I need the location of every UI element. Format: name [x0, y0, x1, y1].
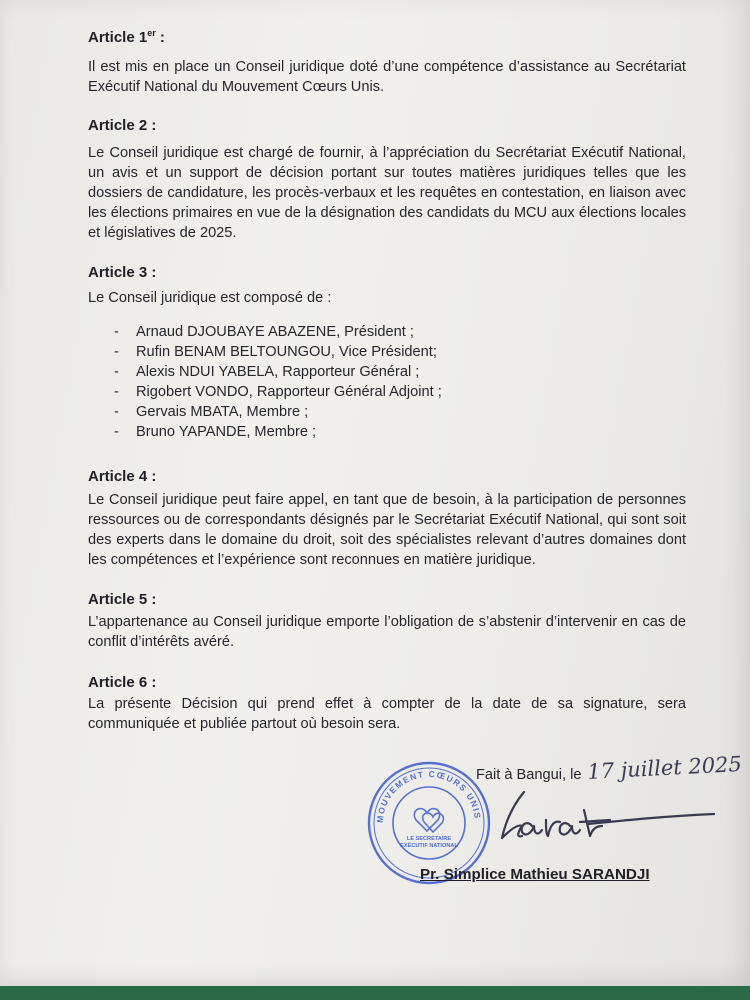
article-3-body: Le Conseil juridique est composé de : — [88, 290, 332, 306]
council-members-list — [114, 322, 442, 442]
article-1-title-colon: : — [155, 29, 165, 46]
member-item: - Bruno YAPANDE, Membre ; — [114, 422, 442, 442]
article-5-title: Article 5 : — [88, 591, 157, 608]
handwritten-date: 17 juillet 2025 — [586, 751, 742, 784]
article-2-title: Article 2 : — [88, 117, 157, 134]
article-1-title-superscript: er — [147, 28, 156, 38]
signatory-name: Pr. Simplice Mathieu SARANDJI — [420, 866, 650, 883]
member-item: - Rigobert VONDO, Rapporteur Général Adjoint ; — [114, 382, 442, 402]
handwritten-signature — [488, 780, 718, 850]
article-1-title-text: Article 1 — [88, 29, 148, 46]
member-item: - Gervais MBATA, Membre ; — [114, 402, 442, 422]
article-3-title: Article 3 : — [88, 264, 157, 281]
member-item: - Alexis NDUI YABELA, Rapporteur Général ; — [114, 362, 442, 382]
stamp-center-line-1: LE SECRÉTAIRE — [406, 836, 452, 842]
article-1-title — [88, 28, 165, 46]
article-6-title: Article 6 : — [88, 674, 157, 691]
stamp-heart-emblem — [414, 809, 443, 832]
article-2-body: Le Conseil juridique est chargé de fournir, à l’appréciation du Secrétariat Exécutif National, un avis et un support de décision portant sur toutes matières juridiques telles que les dossiers de candidature, les procès-verbaux et les requêtes en contestation, en liaison avec les élections primaires en vue de la désignation des candidats du MCU aux élections locales et législatives de 2025. — [88, 145, 686, 241]
stamp-ring-text: MOUVEMENT CŒURS UNIS — [374, 768, 483, 824]
place-date-prefix: Fait à Bangui, le — [476, 767, 582, 783]
member-item: - Rufin BENAM BELTOUNGOU, Vice Président; — [114, 342, 442, 362]
article-5-body: L’appartenance au Conseil juridique emporte l’obligation de s’abstenir d’intervenir en cas de conflit d’intérêts avéré. — [88, 614, 686, 650]
article-1-body: Il est mis en place un Conseil juridique doté d’une compétence d’assistance au Secrétariat Exécutif National du Mouvement Cœurs Unis. — [88, 59, 686, 95]
article-4-body: Le Conseil juridique peut faire appel, en tant que de besoin, à la participation de personnes ressources ou de correspondants désignés par le Secrétariat Exécutif National, qui sont soit des experts dans le domaine du droit, soit des spécialistes relevant d’autres domaines dont les compétences et l’expérience sont reconnues en matière juridique. — [88, 492, 686, 568]
stamp-center-line-2: EXÉCUTIF NATIONAL — [400, 843, 458, 849]
background-surface — [0, 986, 750, 1000]
member-item: - Arnaud DJOUBAYE ABAZENE, Président ; — [114, 322, 442, 342]
article-6-body: La présente Décision qui prend effet à compter de la date de sa signature, sera communiquée et publiée partout où besoin sera. — [88, 696, 686, 732]
article-4-title: Article 4 : — [88, 468, 157, 485]
